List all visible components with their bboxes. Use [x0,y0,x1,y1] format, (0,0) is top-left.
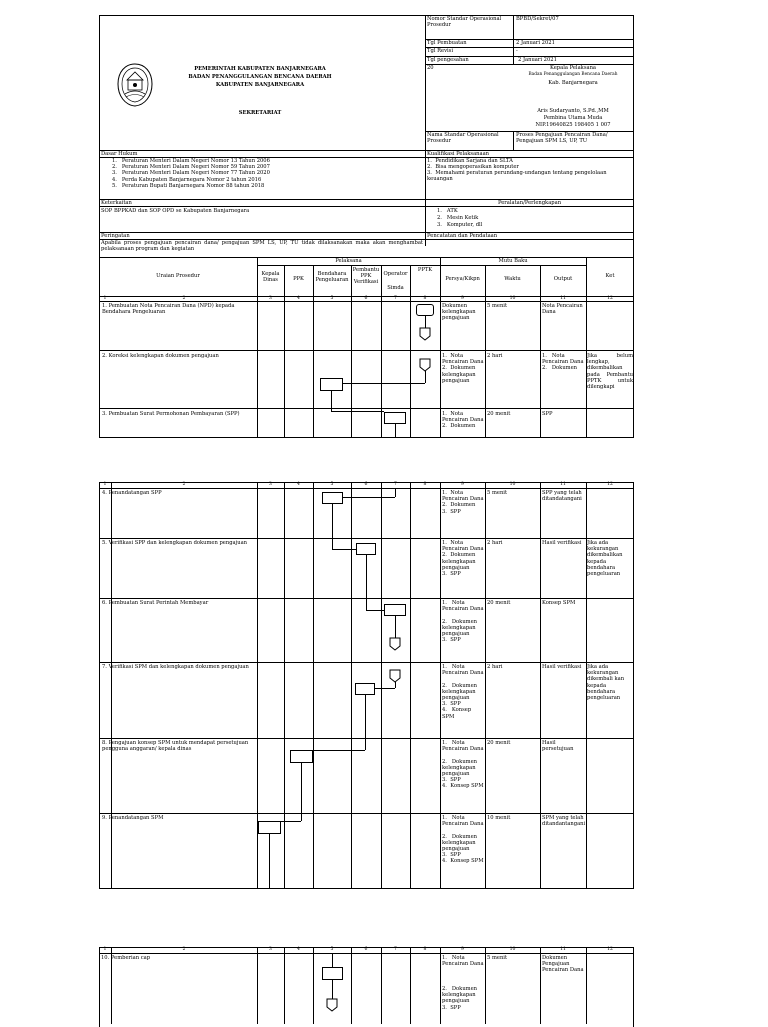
offpage-connector-icon [419,327,431,341]
col-number: 6 [364,947,368,952]
dasar-hukum-3: 3. Peraturan Menteri Dalam Negeri Nomor 77 Tahun 2020 [112,170,270,176]
peralatan-2: 2. Mesin Ketik [437,215,479,221]
row7-kelengkapan: 1. Nota Pencairan Dana 2. Dokumen kelengkapan pengajuan 3. SPP 4. Konsep SPM [442,664,484,720]
flow-process-box [320,378,343,391]
col-number: 12 [607,947,613,952]
flow-process-box [290,750,313,763]
row1-output: Nota Pencairan Dana [542,303,585,316]
flow-process-box [384,412,406,424]
col-number: 11 [560,482,566,487]
row2-ket: Jika belum lengkap, dikembalikan pada Pembantu PPTK untuk dilengkapi [587,353,635,391]
row5-output: Hasil verifikasi [542,540,582,546]
dasar-hukum-label: Dasar Hukum [101,151,138,157]
offpage-connector-icon [326,998,338,1012]
row2-waktu: 2 hari [487,353,503,359]
offpage-connector-icon [419,358,431,372]
kualifikasi-label: Kualifikasi Pelaksanaan [427,151,490,157]
row10-output: Dokumen Pengajuan Pencairan Dana [542,955,584,974]
flow-process-box [322,967,343,980]
row7-ket: Jika ada kekurangan dikembali kan kepada bendahara pengeluaran [587,664,626,702]
year-value: 20 [427,65,434,71]
col-number: 5 [330,296,334,301]
col-number: 2 [182,482,186,487]
col-number: 6 [364,296,368,301]
row10-uraian: 10. Pemberian cap [101,955,151,961]
peralatan-1: 1. ATK [437,208,458,214]
kepala-title: Kepala Pelaksana [549,65,597,71]
dasar-hukum-4: 4. Perda Kabupaten Banjarnegara Nomor 2 tahun 2016 [112,177,262,183]
gov-line2: BADAN PENANGGULANGAN BENCANA DAERAH [188,74,332,80]
col-number: 5 [330,482,334,487]
row4-waktu: 5 menit [487,490,508,496]
nomor-value: BPBD/Sekret/07 [516,16,559,22]
col-ppk: PPK [293,276,304,282]
gov-line3: KABUPATEN BANJARNEGARA [215,82,305,88]
row9-uraian: 9. Penandatangan SPM [102,815,164,821]
flow-process-box [355,683,375,695]
gov-line1: PEMERINTAH KABUPATEN BANJARNEGARA [194,66,326,72]
col-number: 2 [182,296,186,301]
col-number: 9 [461,947,464,952]
col-number: 10 [509,947,516,952]
col-number: 10 [509,482,516,487]
col-number: 3 [269,482,272,487]
col-number: 8 [423,296,427,301]
col-number: 8 [423,482,427,487]
offpage-connector-icon [389,669,401,683]
row5-ket: Jika ada kekurangan dikembalikan kepada bendahara pengeluaran [587,540,625,578]
row4-kelengkapan: 1. Nota Pencairan Dana 2. Dokumen 3. SPP [442,490,484,515]
tgl-pengesahan-value: 2 Januari 2021 [518,57,557,63]
col-kepala: Kepala Dinas [261,271,282,284]
dasar-hukum-5: 5. Peraturan Bupati Banjarnegara Nomor 88 tahun 2018 [112,183,265,189]
dasar-hukum-2: 2. Peraturan Menteri Dalam Negeri Nomor 59 Tahun 2007 [112,164,270,170]
mutu-label: Mutu Baku [498,258,528,264]
row8-uraian: 8. Pengajuan konsep SPM untuk mendapat persetujuan pengguna anggaran/ kepala dinas [102,740,250,753]
row6-waktu: 20 menit [487,600,511,606]
col-number: 10 [509,296,516,301]
peringatan-value: Apabila proses pengajuan pencairan dana/ pengajuan SPM LS, UP, TU tidak dilaksanakan maka akan menghambat pelaksanaan program dan kegiatan [101,240,425,253]
pencatatan-label: Pencatatan dan Pendataan [427,233,498,239]
row5-waktu: 2 hari [487,540,503,546]
col-bendahara: Bendahara Pengeluaran [315,271,349,284]
flow-process-box [322,492,343,504]
kepala-org: Badan Penanggulangan Bencana Daerah [528,72,618,77]
signer-rank: Pembina Utama Muda [543,115,603,121]
row6-uraian: 6. Pembuatan Surat Perintah Membayar [102,600,209,606]
regency-logo-icon [115,62,155,108]
tgl-pembuatan-label: Tgl Pembuatan [427,40,467,46]
signer-name: Aris Sudaryanto, S.Pd.,MM [537,108,609,114]
col-number: 5 [330,947,334,952]
row6-output: Konsep SPM [542,600,576,606]
col-number: 11 [560,947,566,952]
col-number: 11 [560,296,566,301]
col-number: 3 [269,947,272,952]
col-pptk: PPTK [417,267,433,273]
flow-start-terminator [416,304,434,316]
signer-nip: NIP.19640825 198405 1 007 [535,122,611,128]
row9-kelengkapan: 1. Nota Pencairan Dana 2. Dokumen kelengkapan pengajuan 3. SPP 4. Konsep SPM [442,815,484,865]
col-number: 4 [297,482,300,487]
kualifikasi-3: 3. Memahami peraturan perundang-undangan tentang pengelolaan keuangan [427,170,609,183]
col-number: 7 [394,482,397,487]
flow-process-box [356,543,376,555]
col-number: 9 [461,482,464,487]
flow-process-box [258,821,281,834]
row4-output: SPP yang telah ditandatangani [542,490,584,503]
row6-kelengkapan: 1. Nota Pencairan Dana 2. Dokumen kelengkapan pengajuan 3. SPP [442,600,484,644]
col-number: 3 [269,296,272,301]
col-number: 8 [423,947,427,952]
tgl-pembuatan-value: 2 Januari 2021 [516,40,555,46]
row7-uraian: 7. Verifikasi SPM dan kelengkapan dokumen pengajuan [102,664,249,670]
peralatan-3: 3. Komputer, dll [437,222,483,228]
pelaksana-label: Pelaksana [335,258,362,264]
col-number: 6 [364,482,368,487]
kepala-place: Kab. Banjarnegara [548,80,598,86]
col-output: Output [553,276,573,282]
col-number: 4 [297,296,300,301]
kualifikasi-2: 2. Bisa mengoperasikan komputer [427,164,519,170]
col-number: 12 [607,482,613,487]
col-operator: Operator Simda [383,271,410,291]
col-ket: Ket [605,273,615,279]
col-number: 2 [182,947,186,952]
row10-waktu: 5 menit [487,955,508,961]
col-waktu: Waktu [504,276,521,282]
dasar-hukum-1: 1. Peraturan Menteri Dalam Negeri Nomor 13 Tahun 2006 [112,158,270,164]
row2-output: 1. Nota Pencairan Dana 2. Dokumen [542,353,584,372]
row9-output: SPM yang telah ditandantangani [542,815,586,828]
row1-uraian: 1. Pembuatan Nota Pencairan Dana (NPD) kepada Bendahara Pengeluaran [102,303,237,316]
tgl-revisi-value: - [516,48,518,54]
row5-kelengkapan: 1. Nota Pencairan Dana 2. Dokumen kelengkapan pengajuan 3. SPP [442,540,484,578]
col-uraian: Uraian Prosedur [156,273,200,279]
row1-kelengkapan: Dokumen kelengkapan pengajuan [442,303,478,322]
row3-output: SPP [542,411,553,417]
row3-uraian: 3. Pembuatan Surat Permohonan Pembayaran (SPP) [102,411,240,417]
row2-uraian: 2. Koreksi kelengkapan dokumen pengajuan [102,353,219,359]
nomor-label: Nomor Standar Operasional Prosedur [427,16,503,29]
division-title: SEKRETARIAT [238,110,282,116]
row2-kelengkapan: 1. Nota Pencairan Dana 2. Dokumen kelengkapan pengajuan [442,353,484,384]
keterkaitan-value: SOP BPPKAD dan SOP OPD se Kabupaten Banjarnegara [101,208,250,214]
row9-waktu: 10 menit [487,815,511,821]
row7-waktu: 2 hari [487,664,503,670]
tgl-pengesahan-label: Tgl pengesahan [427,57,469,63]
flow-process-box [384,604,406,616]
col-number: 4 [297,947,300,952]
nama-value: Proses Pengajuan Pencairan Dana/ Pengajuan SPM LS, UP, TU [516,132,610,145]
col-number: 1 [103,482,107,487]
kualifikasi-1: 1. Pendidikan Sarjana dan SLTA [427,158,513,164]
col-number: 1 [103,947,107,952]
col-number: 9 [461,296,464,301]
col-number: 7 [394,296,397,301]
row5-uraian: 5. Verifikasi SPP dan kelengkapan dokumen pengajuan [102,540,248,546]
col-persyaratan: Persya/Kikpn [445,276,480,282]
row3-waktu: 20 menit [487,411,511,417]
keterkaitan-label: Keterkaitan [101,200,132,206]
col-number: 12 [607,296,613,301]
row4-uraian: 4. Penandatangan SPP [102,490,162,496]
row1-waktu: 5 menit [487,303,508,309]
row8-kelengkapan: 1. Nota Pencairan Dana 2. Dokumen kelengkapan pengajuan 3. SPP 4. Konsep SPM [442,740,484,790]
row10-kelengkapan: 1. Nota Pencairan Dana 2. Dokumen kelengkapan pengajuan 3. SPP [442,955,484,1011]
row7-output: Hasil verifikasi [542,664,582,670]
row3-kelengkapan: 1. Nota Pencairan Dana 2. Dokumen [442,411,484,430]
row8-waktu: 20 menit [487,740,511,746]
offpage-connector-icon [389,637,401,651]
peralatan-label: Peralatan/Perlengkapan [497,200,562,206]
col-pembantu: Pembantu PPK Verifikasi [352,267,381,286]
peringatan-label: Peringatan [101,233,130,239]
col-number: 7 [394,947,397,952]
col-number: 1 [103,296,107,301]
tgl-revisi-label: Tgl Revisi [427,48,453,54]
nama-label: Nama Standar Operasional Prosedur [427,132,501,145]
row8-output: Hasil persetujuan [542,740,574,753]
